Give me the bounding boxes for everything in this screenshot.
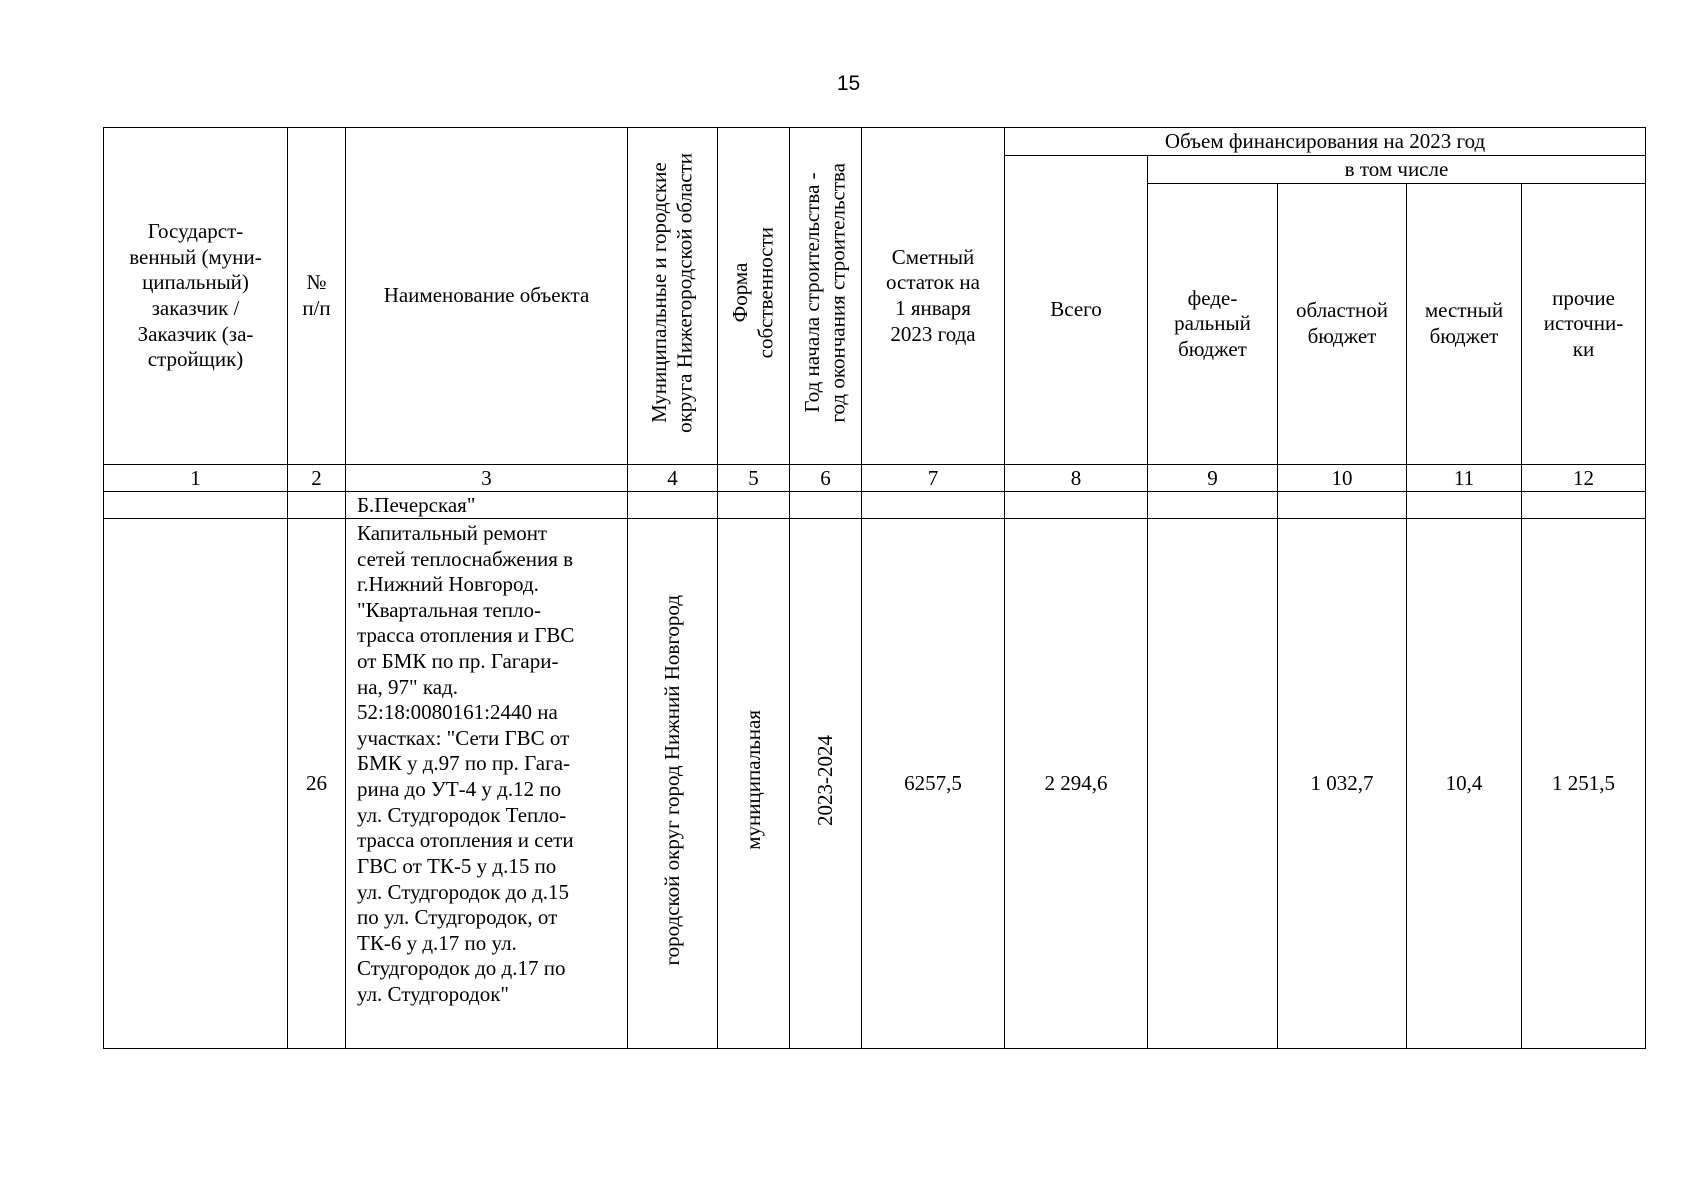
- row-number: 26: [288, 519, 346, 1049]
- header-years-text: Год начала строительства - год окончания строительства: [799, 162, 850, 423]
- header-estimate-balance: Сметный остаток на 1 января 2023 года: [862, 128, 1005, 465]
- header-including: в том числе: [1148, 156, 1646, 184]
- column-number: 5: [718, 465, 790, 492]
- column-number: 9: [1148, 465, 1278, 492]
- row-customer: [104, 519, 288, 1049]
- header-regional: областной бюджет: [1278, 184, 1407, 465]
- row-ownership-text: муниципальная: [740, 710, 765, 851]
- column-number: 1: [104, 465, 288, 492]
- row-estimate-balance: 6257,5: [862, 519, 1005, 1049]
- header-object-name: Наименование объекта: [346, 128, 628, 465]
- column-number: 8: [1005, 465, 1148, 492]
- column-number: 11: [1407, 465, 1522, 492]
- header-financing-group: Объем финансирования на 2023 год: [1005, 128, 1646, 156]
- header-number: № п/п: [288, 128, 346, 465]
- header-local: местный бюджет: [1407, 184, 1522, 465]
- row-regional: 1 032,7: [1278, 519, 1407, 1049]
- row-municipality: [628, 519, 718, 1049]
- column-number: 4: [628, 465, 718, 492]
- table-row: [104, 519, 1646, 1049]
- column-number: 2: [288, 465, 346, 492]
- header-customer: Государст- венный (муни- ципальный) заказчик / Заказчик (за- стройщик): [104, 128, 288, 465]
- header-other: прочие источни- ки: [1522, 184, 1646, 465]
- header-municipality-text: Муниципальные и городские округа Нижегородской области: [646, 152, 697, 433]
- row-ownership: [718, 519, 790, 1049]
- row-municipality-text: городской округ город Нижний Новгород: [659, 594, 684, 966]
- row-object-name: Капитальный ремонт сетей теплоснабжения в г.Нижний Новгород. "Квартальная тепло- трасса отопления и ГВС от БМК по пр. Гагари- на, 97" кад. 52:18:0080161:2440 на участках: "Сети ГВС от БМК у д.97 по пр. Гага- рина до УТ-4 у д.12 по ул. Студгородок Тепло- трасса отопления и сети ГВС от ТК-5 у д.15 по ул. Студгородок до д.15 по ул. Студгородок, от ТК-6 у д.17 по ул. Студгородок до д.17 по ул. Студгородок": [346, 519, 628, 1049]
- column-number-row: [104, 465, 1646, 492]
- column-number: 7: [862, 465, 1005, 492]
- column-number: 6: [790, 465, 862, 492]
- continuation-object-name: Б.Печерская": [346, 492, 628, 519]
- column-number: 3: [346, 465, 628, 492]
- header-municipality: [628, 128, 718, 465]
- row-total: 2 294,6: [1005, 519, 1148, 1049]
- header-federal: феде- ральный бюджет: [1148, 184, 1278, 465]
- row-years-text: 2023-2024: [812, 734, 837, 826]
- continuation-row: [104, 492, 1646, 519]
- row-years: [790, 519, 862, 1049]
- column-number: 12: [1522, 465, 1646, 492]
- row-federal: [1148, 519, 1278, 1049]
- header-years: [790, 128, 862, 465]
- header-ownership: [718, 128, 790, 465]
- header-total: Всего: [1005, 156, 1148, 465]
- page-number: 15: [836, 72, 861, 95]
- row-other: 1 251,5: [1522, 519, 1646, 1049]
- header-ownership-text: Форма собственности: [727, 227, 778, 359]
- financing-table: [103, 127, 1646, 1049]
- column-number: 10: [1278, 465, 1407, 492]
- row-local: 10,4: [1407, 519, 1522, 1049]
